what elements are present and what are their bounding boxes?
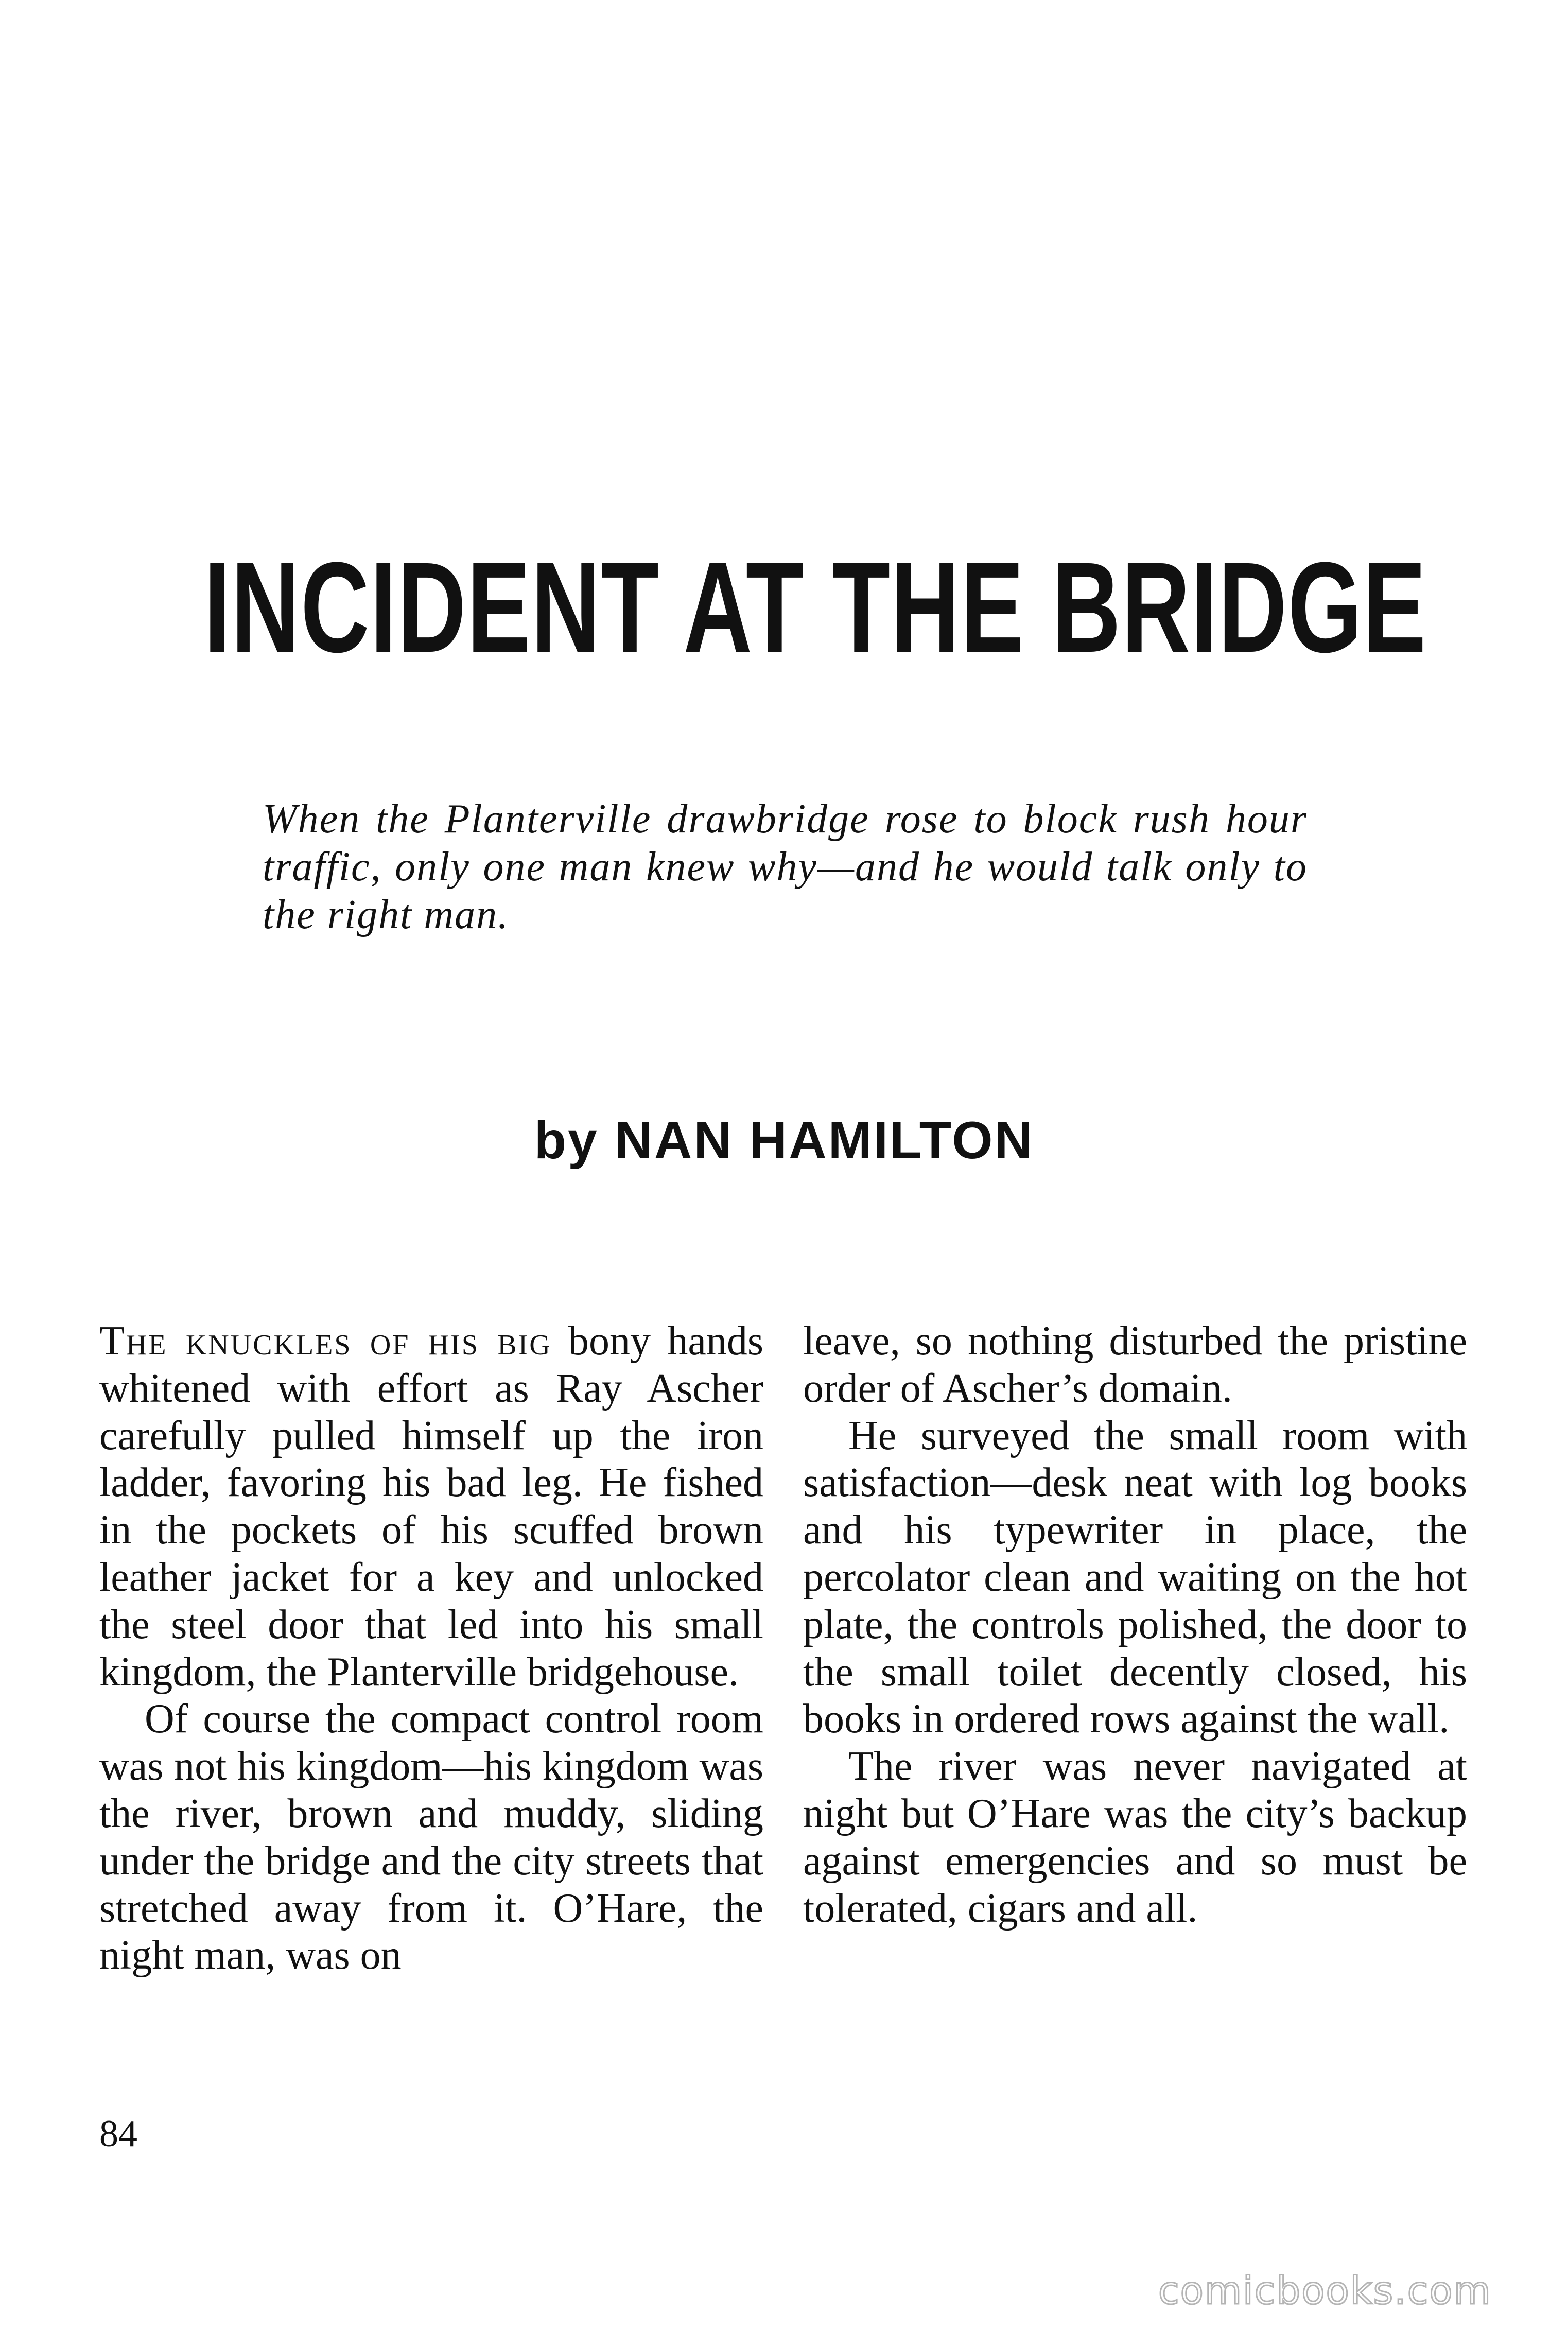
body-column-left	[99, 1318, 763, 1979]
story-teaser: When the Planterville drawbridge rose to block rush hour traffic, only one man knew why—and he would talk only to the right man.	[263, 796, 1308, 937]
author-byline: by NAN HAMILTON	[534, 1111, 1034, 1170]
story-title: INCIDENT AT THE BRIDGE	[203, 535, 1427, 679]
body-column-right	[803, 1318, 1467, 1932]
paragraph-4: The river was never navigated at night but O’Hare was the city’s backup against emergencies and so must be tolerated, cigars and all.	[803, 1744, 1467, 1931]
paragraph-1-text: bony hands whitened with effort as Ray Ascher carefully pulled himself up the iron ladder, favoring his bad leg. He fished in the pockets of his scuffed brown leather jacket for a key and unlocked the steel door that led into his small kingdom, the Planterville bridgehouse.	[99, 1318, 764, 1695]
opening-smallcaps: The knuckles of his big	[99, 1318, 552, 1364]
paragraph-2: Of course the compact control room was not his kingdom—his kingdom was the river, brown and muddy, sliding under the bridge and the city streets that stretched away from it. O’Hare, the night man, was on	[99, 1696, 763, 1978]
paragraph-1	[99, 1318, 763, 1696]
paragraph-3: He surveyed the small room with satisfaction—desk neat with log books and his typewriter in place, the percolator clean and waiting on the hot plate, the controls polished, the door to the small toilet decently closed, his books in ordered rows against the wall.	[803, 1413, 1467, 1742]
watermark: comicbooks.com	[1158, 2269, 1492, 2313]
page-number: 84	[99, 2113, 137, 2155]
paragraph-2-continued: leave, so nothing disturbed the pristine order of Ascher’s domain.	[803, 1318, 1467, 1411]
